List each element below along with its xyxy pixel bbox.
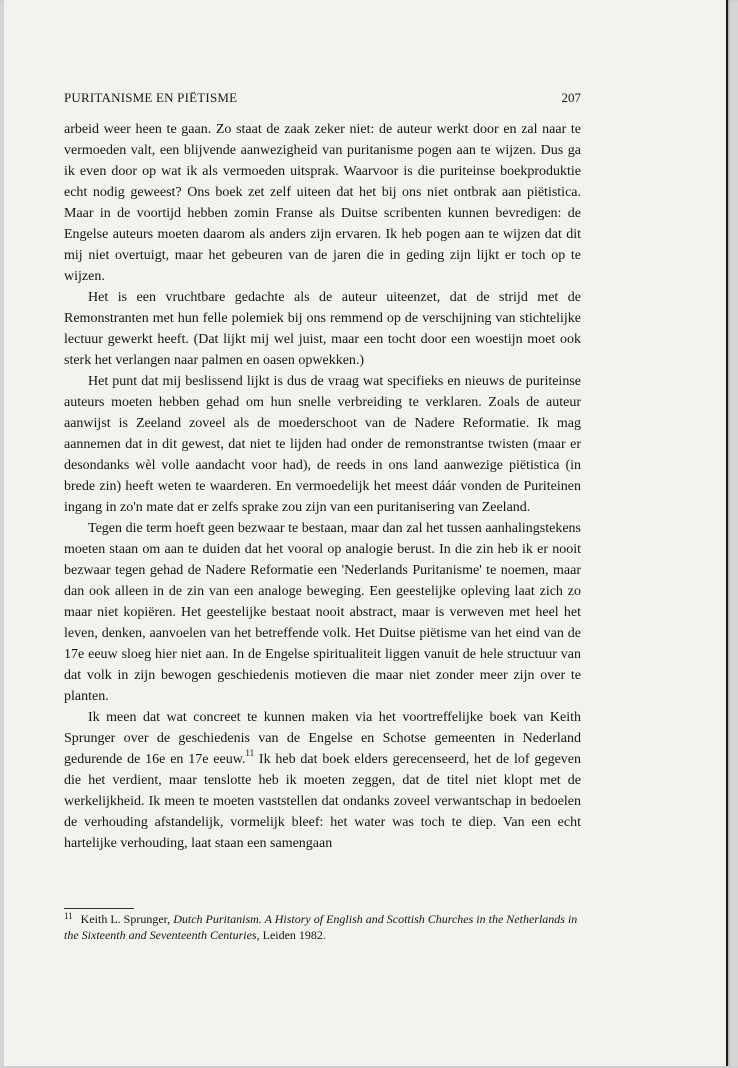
paragraph-2: Het is een vruchtbare gedachte als de auteur uiteenzet, dat de strijd met de Remonstranten met hun felle polemiek bij ons remmend op de verschijning van stichtelijke lectuur gewerkt heeft. (Dat lijkt mij wel juist, maar een tocht door een woestijn moet ook sterk het verlangen naar palmen en oasen opwekken.): [64, 290, 581, 368]
footnote-reference[interactable]: 11: [245, 748, 255, 759]
paragraph-5-after-note: Ik heb dat boek elders gerecenseerd, het de lof gegeven die het verdient, maar tenslotte heb ik moeten zeggen, dat de titel niet klopt met de werkelijkheid. Ik meen te moeten vaststellen dat ondanks zoveel verwantschap in bedoelen de verhouding afstandelijk, vormelijk bleef: het water was toch te diep. Van een echt hartelijke verhouding, laat staan een samengaan: [64, 752, 581, 851]
footnote-separator: [64, 908, 134, 909]
running-head: PURITANISME EN PIËTISME: [64, 90, 238, 105]
body-text: [64, 119, 581, 854]
paragraph-1: arbeid weer heen te gaan. Zo staat de zaak zeker niet: de auteur werkt door en zal naar te vermoeden valt, een blijvende aanwezigheid van puritanisme pogen aan te wijzen. Dus ga ik even door op wat ik als vermoeden uitsprak. Waarvoor is die puriteinse boekproduktie echt nodig geweest? Ons boek zet zelf uiteen dat het bij ons niet ontbrak aan piëtistica. Maar in de voortijd hebben zomin Franse als Duitse scribenten kunnen bevredigen: de Engelse auteurs moeten daarom als anders zijn ervaren. Ik heb pogen aan te wijzen dat dit mij niet overtuigt, maar het gebeuren van de jaren die in geding zijn lijkt er toch op te wijzen.: [64, 122, 581, 284]
footnote-title: Dutch Puritanism. A History of English and Scottish Churches in the Netherlands in the Sixteenth and Seventeenth Centuries,: [64, 912, 578, 942]
footnote-author: Keith L. Sprunger,: [80, 912, 171, 926]
footnote: [64, 912, 581, 943]
paragraph-5-before-note: Ik meen dat wat concreet te kunnen maken via het voortreffelijke boek van Keith Sprunger over de geschiedenis van de Engelse en Schotse gemeenten in Nederland gedurende de 16e en 17e eeuw.: [64, 710, 581, 767]
paragraph-3: Het punt dat mij beslissend lijkt is dus de vraag wat specifieks en nieuws de puriteinse auteurs moeten hebben gehad om hun snelle verbreiding te verklaren. Zoals de auteur aanwijst is Zeeland zoveel als de moederschoot van de Nadere Reformatie. Ik mag aannemen dat in dit gewest, dat niet te lijden had onder de remonstrantse twisten (maar er desondanks wèl volle aandacht voor had), de reeds in ons land aanwezige piëtistica (in brede zin) heeft weten te waarderen. En vermoedelijk het meest dáár vonden de Puriteinen ingang in zo'n mate dat er zelfs sprake zou zijn van een puritanisering van Zeeland.: [64, 374, 581, 515]
page-header: [64, 90, 581, 106]
page-number: 207: [561, 90, 581, 105]
paragraph-4: Tegen die term hoeft geen bezwaar te bestaan, maar dan zal het tussen aanhalingstekens moeten staan om aan te duiden dat het vooral op analogie berust. In die zin heb ik er nooit bezwaar tegen gehad de Nadere Reformatie een 'Nederlands Puritanisme' te noemen, maar dan ook alleen in de zin van een analoge beweging. Een geestelijke opleving laat zich zo maar niet kopiëren. Het geestelijke bestaat nooit abstract, maar is verweven met heel het leven, denken, aanvoelen van het betreffende volk. Het Duitse piëtisme van het eind van de 17e eeuw sloeg hier niet aan. In de Engelse spiritualiteit liggen vanuit de hele structuur van dat volk in zijn bewogen geschiedenis motieven die maar niet zonder meer zijn over te planten.: [64, 521, 581, 704]
paragraph-5: [64, 707, 581, 854]
footnote-marker: 11: [64, 911, 73, 921]
page-edge-line: [726, 0, 728, 1068]
footnote-publication: Leiden 1982.: [262, 928, 326, 942]
